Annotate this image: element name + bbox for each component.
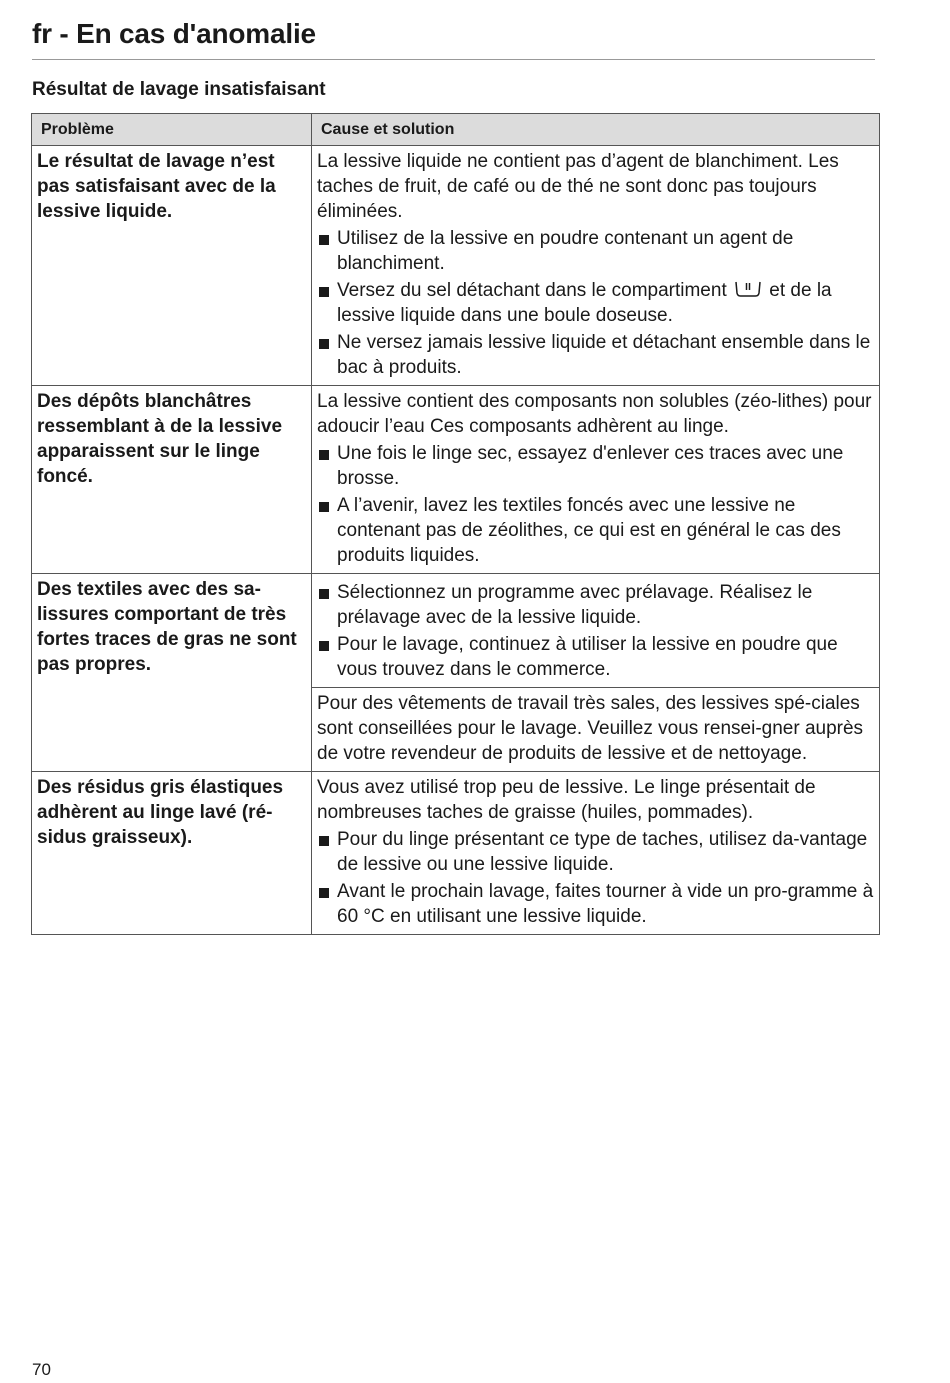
solution-text-continued: et de la lessive liquide dans une boule doseuse. <box>337 280 832 326</box>
table-row <box>32 574 880 688</box>
troubleshooting-table <box>31 113 880 935</box>
solution-item: Ne versez jamais lessive liquide et détachant ensemble dans le bac à produits. <box>317 330 874 380</box>
table-row <box>32 772 880 935</box>
solution-list <box>317 441 874 568</box>
header-divider <box>32 59 875 60</box>
solution-item: Sélectionnez un programme avec prélavage. Réalisez le prélavage avec de la lessive liquide. <box>317 580 874 630</box>
solution-text: Versez du sel détachant dans le compartiment <box>337 280 727 301</box>
cause-intro: La lessive liquide ne contient pas d’agent de blanchiment. Les taches de fruit, de café ou de thé ne sont donc pas toujours éliminées. <box>317 151 839 222</box>
solution-item: Avant le prochain lavage, faites tourner à vide un pro-gramme à 60 °C en utilisant une lessive liquide. <box>317 879 874 929</box>
solution-item: Pour du linge présentant ce type de taches, utilisez da-vantage de lessive ou une lessive liquide. <box>317 827 874 877</box>
solution-item: Pour le lavage, continuez à utiliser la lessive en poudre que vous trouvez dans le commerce. <box>317 632 874 682</box>
column-header-problem: Problème <box>32 114 312 146</box>
cause-cell <box>312 386 880 574</box>
column-header-cause: Cause et solution <box>312 114 880 146</box>
cause-cell-extra: Pour des vêtements de travail très sales, des lessives spé-ciales sont conseillées pour le lavage. Veuillez vous rensei-gner auprès de votre revendeur de produits de lessive et de nettoyage. <box>312 688 880 772</box>
section-title: Résultat de lavage insatisfaisant <box>32 79 326 100</box>
cause-intro: La lessive contient des composants non solubles (zéo-lithes) pour adoucir l’eau Ces composants adhèrent au linge. <box>317 391 872 437</box>
stain-remover-compartment-icon <box>734 280 762 298</box>
problem-cell: Des résidus gris élastiques adhèrent au linge lavé (ré-sidus graisseux). <box>32 772 312 935</box>
solution-item <box>317 278 874 328</box>
solution-list <box>317 226 874 380</box>
solution-item: Utilisez de la lessive en poudre contenant un agent de blanchiment. <box>317 226 874 276</box>
solution-item: A l’avenir, lavez les textiles foncés avec une lessive ne contenant pas de zéolithes, ce qui est en général le cas des produits liquides. <box>317 493 874 568</box>
table-header-row <box>32 114 880 146</box>
page-title: fr - En cas d'anomalie <box>32 18 316 49</box>
page-number: 70 <box>32 1360 51 1379</box>
solution-list <box>317 580 874 682</box>
solution-list <box>317 827 874 929</box>
problem-cell: Le résultat de lavage n’est pas satisfaisant avec de la lessive liquide. <box>32 146 312 386</box>
cause-intro: Vous avez utilisé trop peu de lessive. Le linge présentait de nombreuses taches de graisse (huiles, pommades). <box>317 777 816 823</box>
table-row <box>32 146 880 386</box>
problem-cell: Des dépôts blanchâtres ressemblant à de la lessive apparaissent sur le linge foncé. <box>32 386 312 574</box>
solution-item: Une fois le linge sec, essayez d'enlever ces traces avec une brosse. <box>317 441 874 491</box>
cause-cell <box>312 574 880 688</box>
table-row <box>32 386 880 574</box>
problem-cell: Des textiles avec des sa-lissures comportant de très fortes traces de gras ne sont pas propres. <box>32 574 312 772</box>
cause-cell <box>312 146 880 386</box>
cause-cell <box>312 772 880 935</box>
